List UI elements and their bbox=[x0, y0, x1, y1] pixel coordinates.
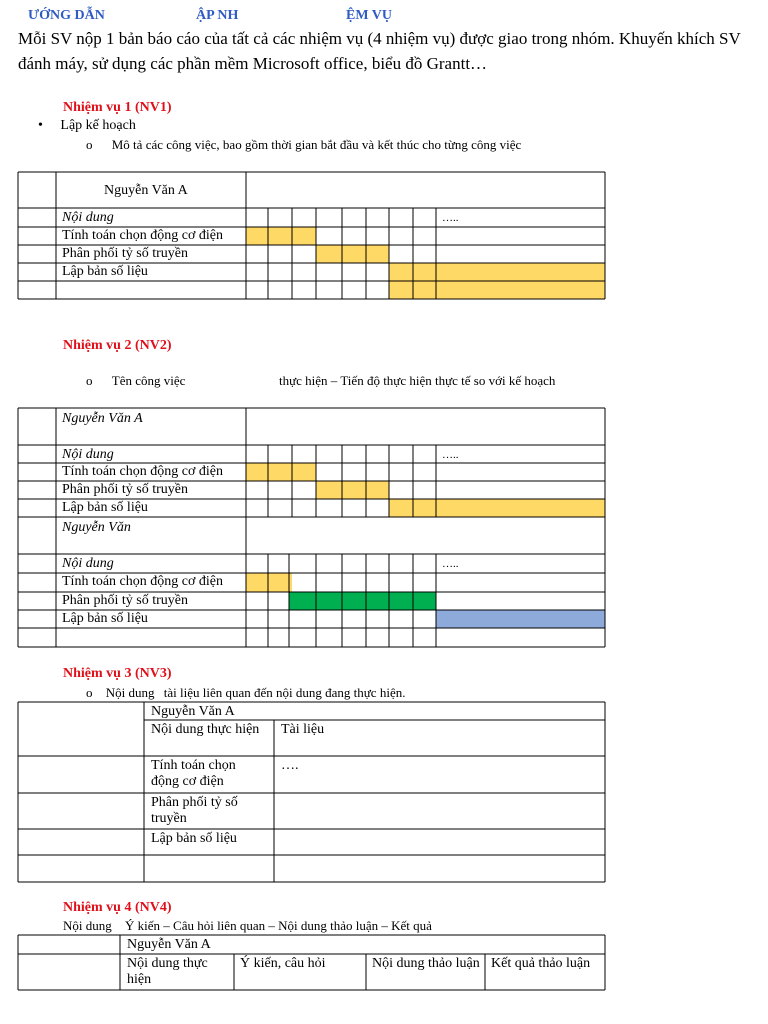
nv2-bar-b-task1 bbox=[246, 573, 292, 592]
nv4-line bbox=[63, 918, 432, 934]
nv3-sub-a: Nội dung bbox=[105, 685, 155, 700]
nv4-line-a: Nội dung bbox=[63, 918, 112, 933]
nv4-person: Nguyễn Văn A bbox=[127, 937, 211, 952]
nv1-task-1: Tính toán chọn động cơ điện bbox=[62, 228, 223, 243]
nv1-bar-task1 bbox=[246, 227, 316, 245]
nv4-line-b: Ý kiến – Câu hỏi liên quan – Nội dung thảo luận – Kết quả bbox=[125, 918, 432, 933]
header-mid: ẬP NH bbox=[196, 8, 239, 23]
nv2-bar-a-task1 bbox=[246, 463, 316, 481]
nv2-task-a2: Phân phối tỷ số truyền bbox=[62, 482, 188, 497]
nv2-sub-a: Tên công việc bbox=[111, 373, 186, 388]
nv3-task-3: Lập bản số liệu bbox=[151, 831, 237, 846]
nv1-heading: Nhiệm vụ 1 (NV1) bbox=[63, 100, 172, 115]
nv2-sub bbox=[86, 373, 185, 389]
nv2-content-label-1: Nội dung bbox=[62, 447, 114, 462]
nv1-person: Nguyễn Văn A bbox=[104, 183, 188, 198]
nv2-bar-b-task3 bbox=[436, 610, 605, 628]
nv4-col-1: Nội dung thực hiện bbox=[127, 956, 208, 987]
nv2-content-label-2: Nội dung bbox=[62, 556, 114, 571]
intro-paragraph: Mỗi SV nộp 1 bản báo cáo của tất cả các nhiệm vụ (4 nhiệm vụ) được giao trong nhóm. Khuyến khích SV đánh máy, sử dụng các phần mềm Microsoft office, biểu đồ Grantt… bbox=[18, 29, 741, 73]
nv1-task-3: Lập bản số liệu bbox=[62, 264, 148, 279]
nv2-bar-a-task3 bbox=[389, 499, 605, 517]
nv3-task-1: Tính toán chọn động cơ điện bbox=[151, 758, 236, 789]
nv3-task-2: Phân phối tỷ số truyền bbox=[151, 795, 238, 826]
nv3-col1-head: Nội dung thực hiện bbox=[151, 722, 260, 737]
nv1-ellipsis: ….. bbox=[442, 212, 459, 224]
nv2-task-b2: Phân phối tỷ số truyền bbox=[62, 593, 188, 608]
nv3-ellipsis: …. bbox=[281, 758, 299, 773]
circle-bullet-icon: o bbox=[86, 137, 93, 152]
nv2-gantt-bars bbox=[246, 463, 605, 628]
nv3-col2-head: Tài liệu bbox=[281, 722, 325, 737]
nv2-task-a1: Tính toán chọn động cơ điện bbox=[62, 464, 223, 479]
nv3-sub bbox=[86, 685, 405, 701]
nv3-sub-b: tài liệu liên quan đến nội dung đang thực hiện. bbox=[163, 685, 406, 700]
nv2-ellipsis-1: ….. bbox=[442, 449, 459, 461]
nv4-heading: Nhiệm vụ 4 (NV4) bbox=[63, 900, 172, 915]
nv1-bar-task2 bbox=[316, 245, 389, 263]
circle-bullet-icon: o bbox=[86, 373, 93, 388]
nv3-heading: Nhiệm vụ 3 (NV3) bbox=[63, 666, 172, 681]
nv2-heading: Nhiệm vụ 2 (NV2) bbox=[63, 338, 172, 353]
circle-bullet-icon: o bbox=[86, 685, 93, 700]
nv2-bar-a-task2 bbox=[316, 481, 389, 499]
nv2-ellipsis-2: ….. bbox=[442, 558, 459, 570]
nv1-sub-text: Mô tả các công việc, bao gồm thời gian bắt đầu và kết thúc cho từng công việc bbox=[111, 137, 522, 152]
nv4-col-2: Ý kiến, câu hỏi bbox=[240, 956, 326, 971]
nv2-task-a3: Lập bản số liệu bbox=[62, 500, 148, 515]
nv1-content-label: Nội dung bbox=[62, 210, 114, 225]
nv2-bar-b-task2 bbox=[289, 592, 436, 610]
nv1-task-2: Phân phối tỷ số truyền bbox=[62, 246, 188, 261]
nv2-person-1: Nguyễn Văn A bbox=[62, 411, 143, 426]
nv2-task-b3: Lập bản số liệu bbox=[62, 611, 148, 626]
nv4-col-3: Nội dung thảo luận bbox=[372, 956, 480, 971]
nv2-sub-b: thực hiện – Tiến độ thực hiện thực tế so với kế hoạch bbox=[279, 373, 556, 388]
nv1-bullet-text: Lập kế hoạch bbox=[60, 118, 136, 133]
header-left: ƯỚNG DẪN bbox=[28, 8, 105, 23]
header-right: ỆM VỤ bbox=[346, 8, 393, 23]
nv2-task-b1: Tính toán chọn động cơ điện bbox=[62, 574, 223, 589]
nv1-bar-task3a bbox=[389, 263, 605, 281]
nv2-person-2: Nguyễn Văn bbox=[62, 520, 131, 535]
nv1-bar-task3b bbox=[389, 281, 605, 299]
bullet-dot-icon: • bbox=[38, 118, 43, 133]
nv4-col-4: Kết quả thảo luận bbox=[491, 956, 591, 971]
nv3-person: Nguyễn Văn A bbox=[151, 704, 235, 719]
